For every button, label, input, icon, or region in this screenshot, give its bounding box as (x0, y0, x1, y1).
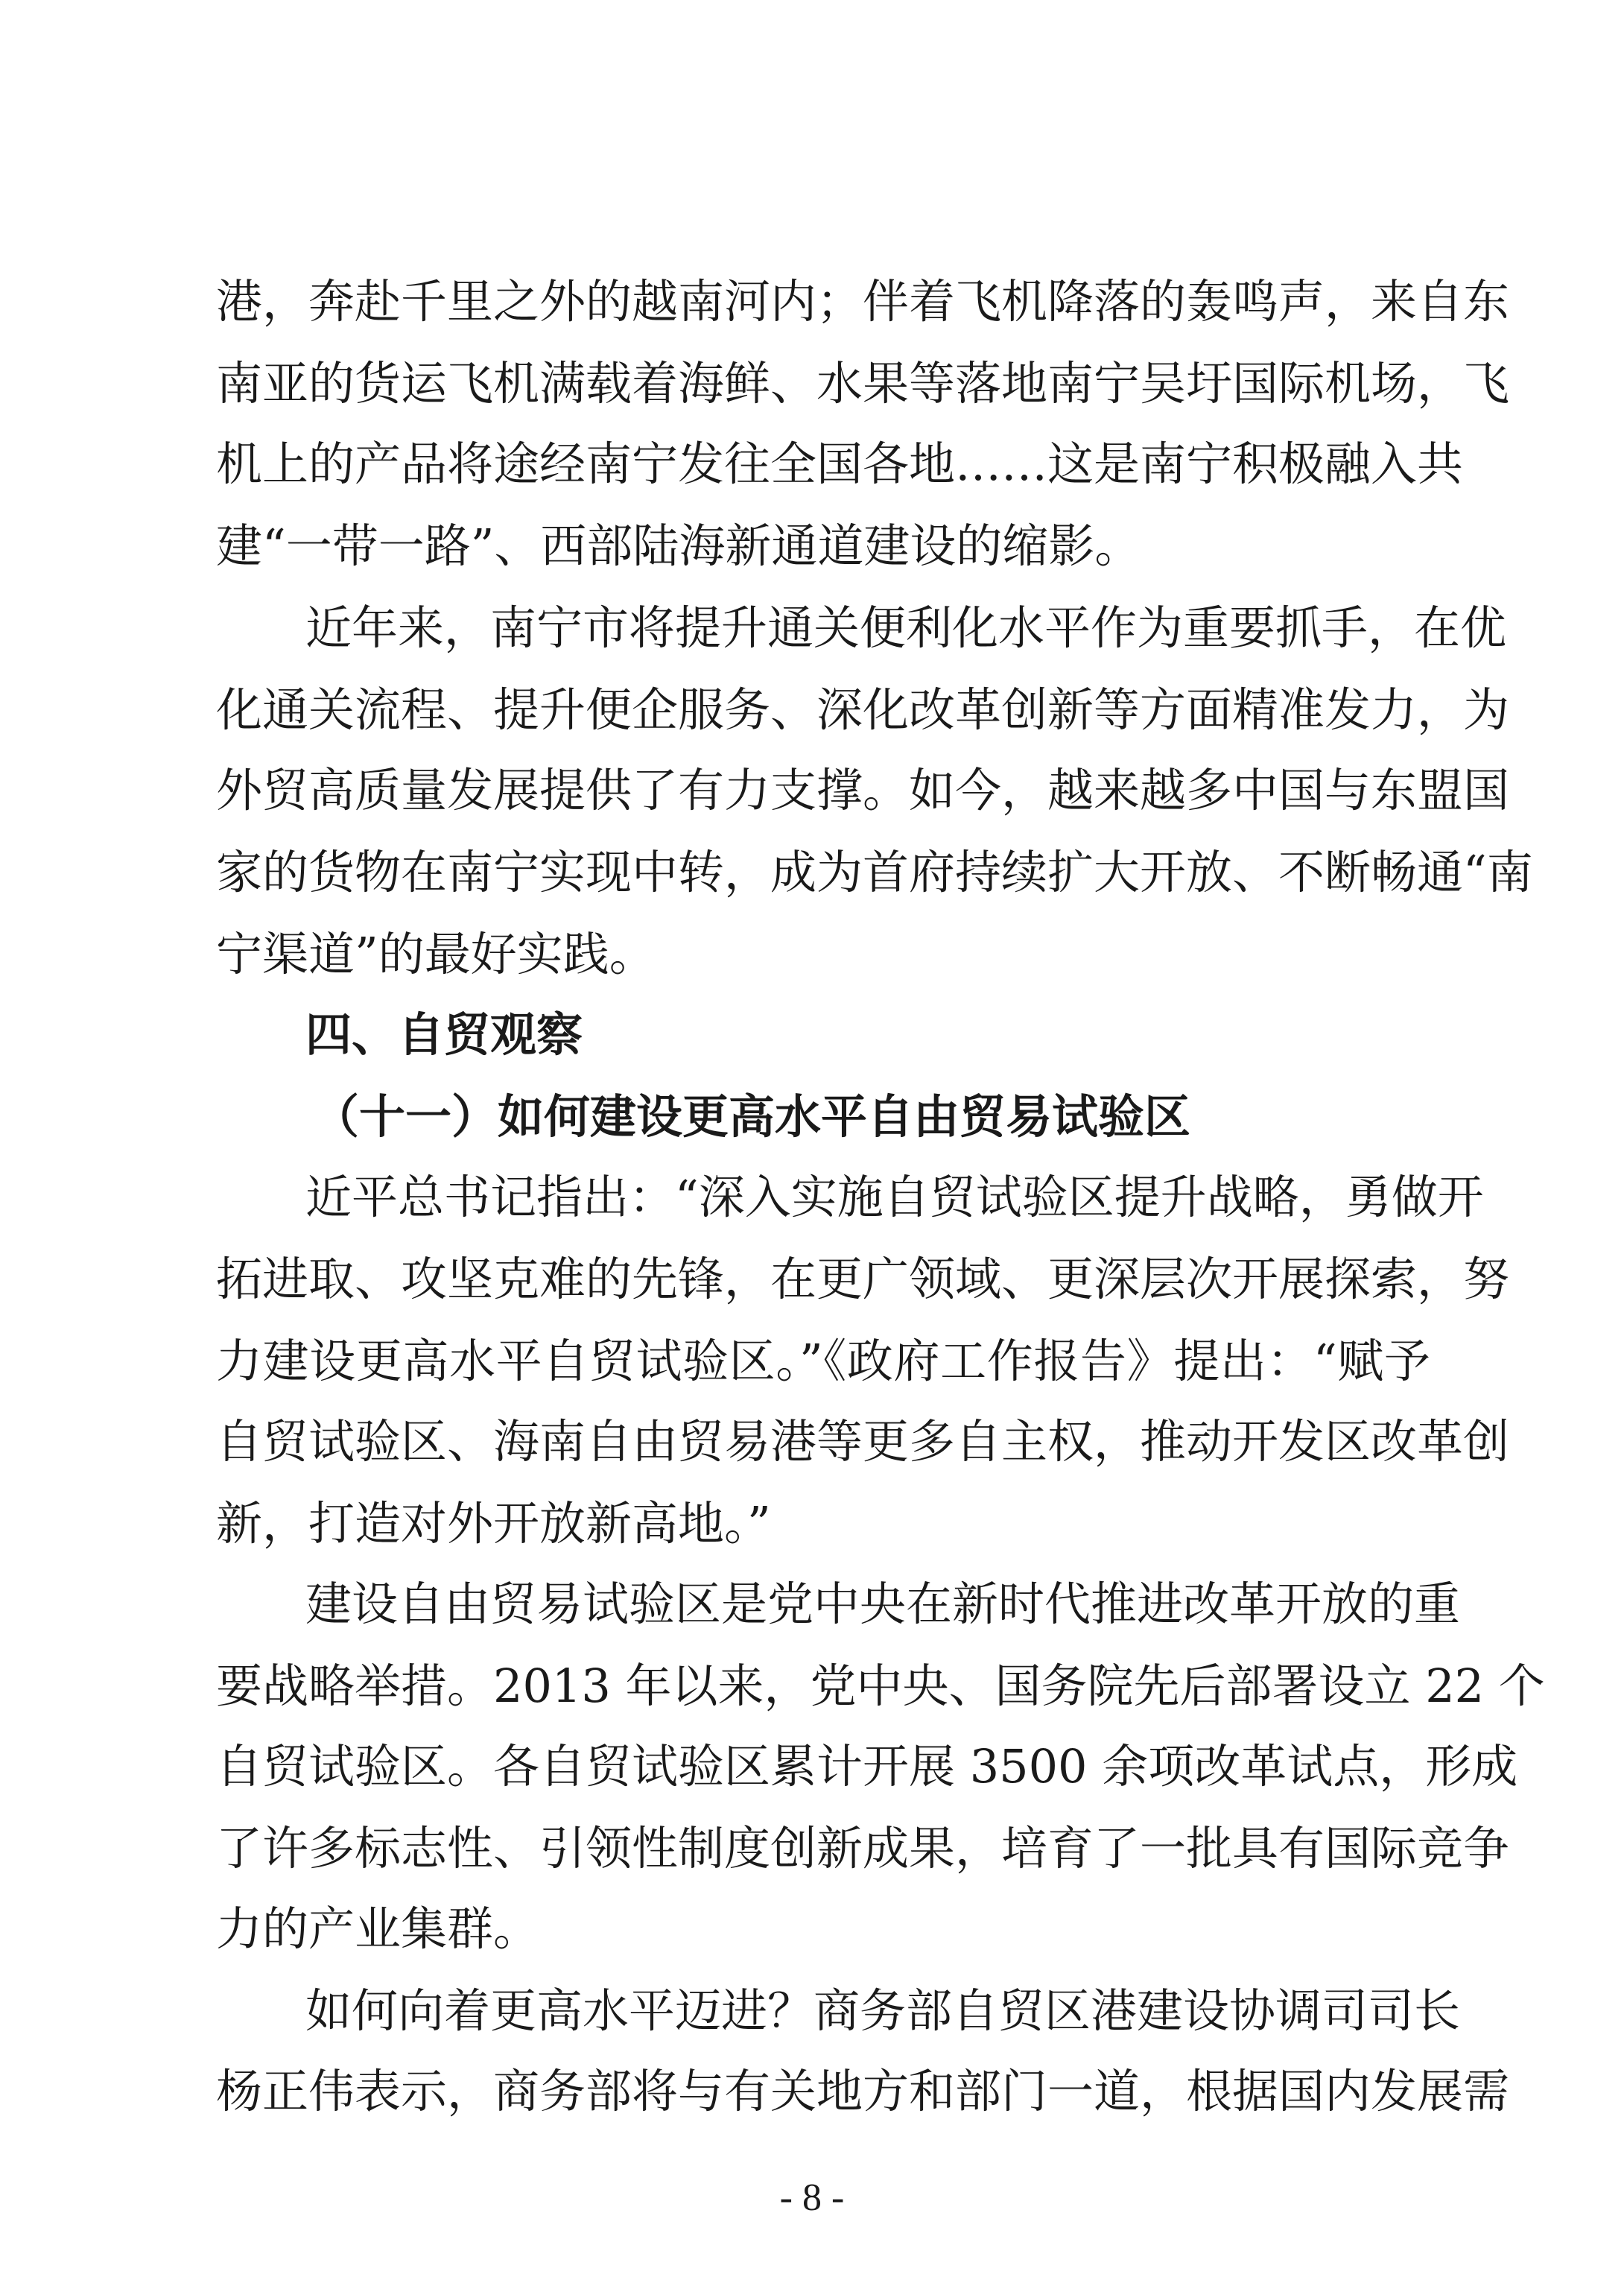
page-number: - 8 - (779, 2176, 845, 2219)
paragraph-4-line-4: 了许多标志性、引领性制度创新成果，培育了一批具有国际竞争 (216, 1821, 1510, 1875)
paragraph-4-line-1: 建设自由贸易试验区是党中央在新时代推进改革开放的重 (305, 1577, 1461, 1631)
paragraph-3-line-3: 力建设更高水平自贸试验区。”《政府工作报告》提出：“赋予 (216, 1334, 1430, 1388)
paragraph-1-line-3: 机上的产品将途经南宁发往全国各地……这是南宁积极融入共 (216, 437, 1464, 491)
paragraph-4-line-3: 自贸试验区。各自贸试验区累计开展 3500 余项改革试点，形成 (216, 1739, 1518, 1793)
paragraph-2-line-4: 家的货物在南宁实现中转，成为首府持续扩大开放、不断畅通“南 (216, 845, 1533, 899)
section-heading: 四、自贸观察 (305, 1007, 583, 1062)
paragraph-2-line-5: 宁渠道”的最好实践。 (216, 927, 656, 981)
paragraph-3-line-5: 新，打造对外开放新高地。” (216, 1496, 771, 1551)
subsection-heading: （十一）如何建设更高水平自由贸易试验区 (313, 1089, 1191, 1144)
paragraph-1-line-2: 南亚的货运飞机满载着海鲜、水果等落地南宁吴圩国际机场，飞 (216, 356, 1510, 411)
paragraph-1-line-4: 建“一带一路”、西部陆海新通道建设的缩影。 (216, 519, 1141, 573)
paragraph-2-line-1: 近年来，南宁市将提升通关便利化水平作为重要抓手，在优 (305, 601, 1507, 655)
paragraph-5-line-1: 如何向着更高水平迈进？商务部自贸区港建设协调司司长 (305, 1984, 1461, 2038)
paragraph-1-line-1: 港，奔赴千里之外的越南河内；伴着飞机降落的轰鸣声，来自东 (216, 274, 1510, 329)
paragraph-5-line-2: 杨正伟表示，商务部将与有关地方和部门一道，根据国内发展需 (216, 2064, 1510, 2118)
paragraph-2-line-3: 外贸高质量发展提供了有力支撑。如今，越来越多中国与东盟国 (216, 763, 1510, 817)
paragraph-4-line-2: 要战略举措。2013 年以来，党中央、国务院先后部署设立 22 个 (216, 1659, 1545, 1713)
paragraph-4-line-5: 力的产业集群。 (216, 1902, 540, 1956)
paragraph-3-line-1: 近平总书记指出：“深入实施自贸试验区提升战略，勇做开 (305, 1170, 1484, 1224)
paragraph-2-line-2: 化通关流程、提升便企服务、深化改革创新等方面精准发力，为 (216, 683, 1510, 737)
paragraph-3-line-2: 拓进取、攻坚克难的先锋，在更广领域、更深层次开展探索，努 (216, 1252, 1510, 1306)
paragraph-3-line-4: 自贸试验区、海南自由贸易港等更多自主权，推动开发区改革创 (216, 1414, 1510, 1469)
